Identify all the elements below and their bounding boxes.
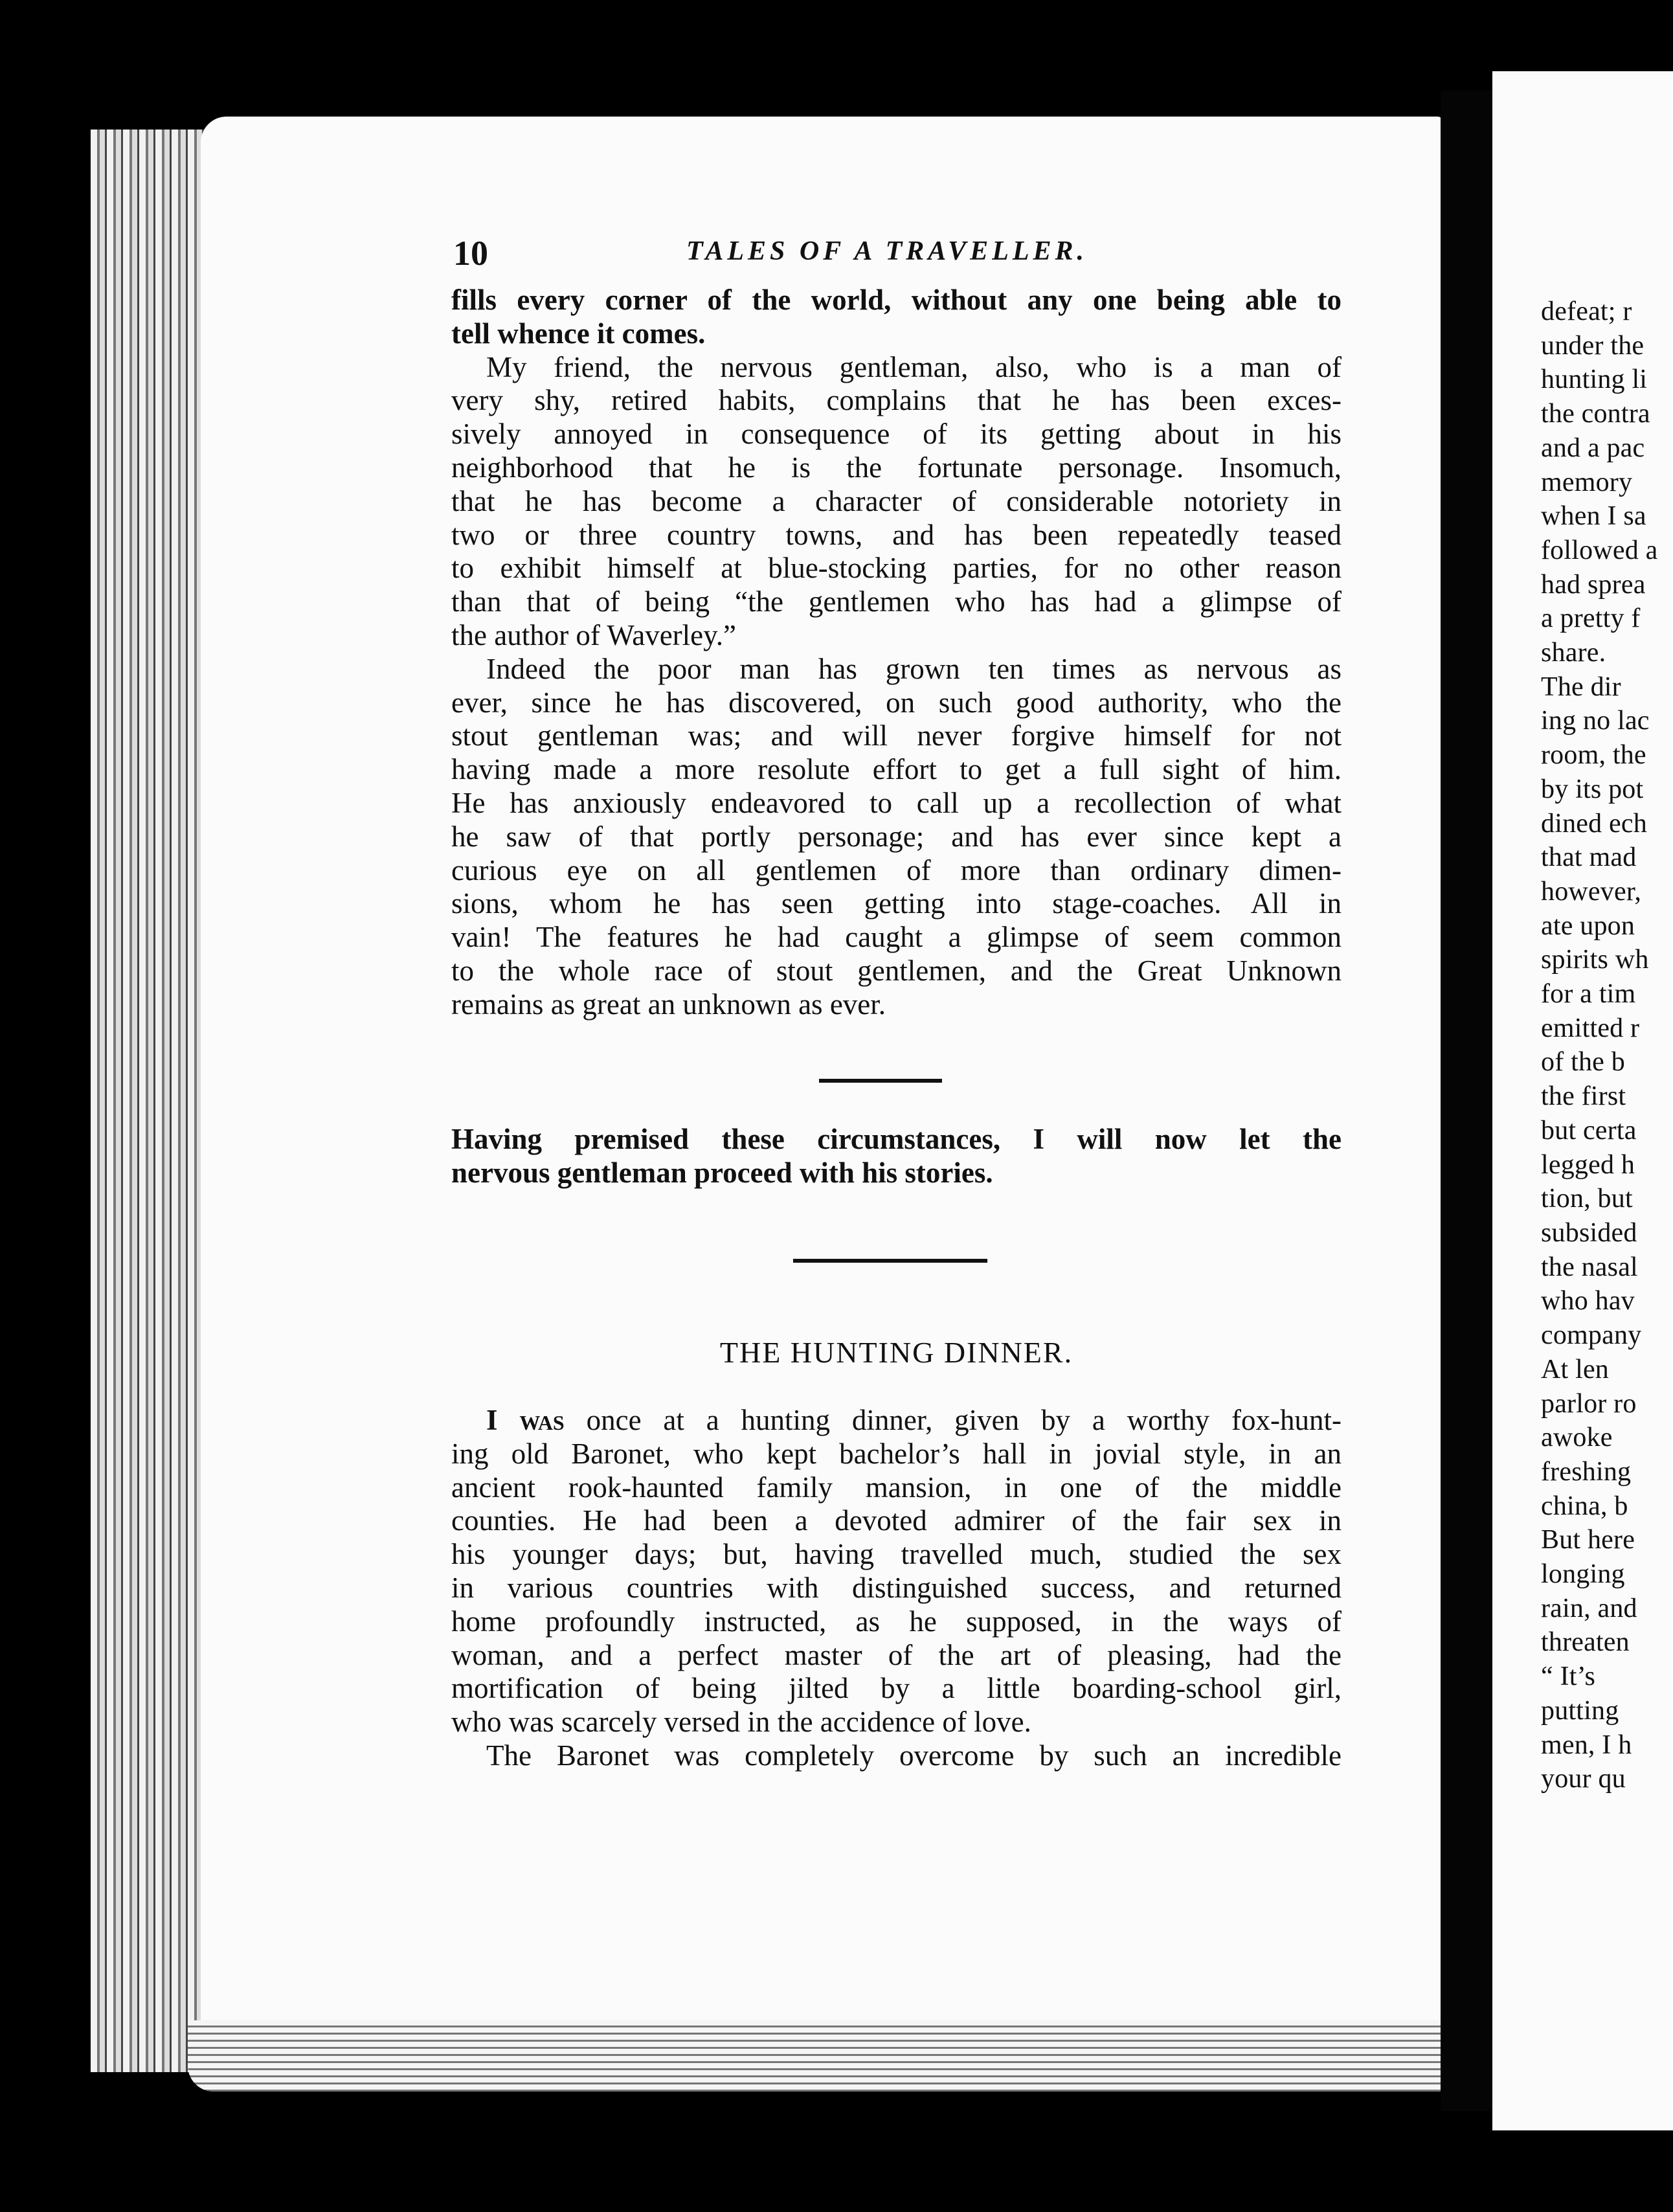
right-page-line: rain, and <box>1541 1593 1637 1623</box>
text-line: home profoundly instructed, as he supposed, in the ways of <box>451 1605 1342 1638</box>
right-page-line: dined ech <box>1541 808 1647 839</box>
right-page-line: room, the <box>1541 740 1646 771</box>
text-line: ing old Baronet, who kept bachelor’s hall in jovial style, in an <box>451 1437 1342 1470</box>
right-page-line: for a tim <box>1541 979 1636 1010</box>
right-page-line: company <box>1541 1320 1642 1351</box>
right-page-line: “ It’s <box>1541 1662 1596 1692</box>
text-line: ancient rook-haunted family mansion, in one of the middle <box>451 1471 1342 1504</box>
intro-line: tell whence it comes. <box>451 317 706 350</box>
book-spine-edge <box>91 130 207 2072</box>
right-page-line: awoke <box>1541 1423 1613 1453</box>
right-page-line: the first <box>1541 1081 1626 1112</box>
text-line: mortification of being jilted by a little boarding-school girl, <box>451 1672 1342 1705</box>
right-page-line: emitted r <box>1541 1013 1640 1043</box>
text-line: Indeed the poor man has grown ten times as nervous as <box>486 652 1342 685</box>
right-page-line: the nasal <box>1541 1252 1638 1282</box>
right-page-line: ate upon <box>1541 910 1635 941</box>
right-page-line: china, b <box>1541 1491 1628 1521</box>
text-line: vain! The features he had caught a glimpse of seem common <box>451 921 1342 954</box>
right-page-line: But here <box>1541 1525 1635 1555</box>
text-line: nervous gentleman proceed with his stories. <box>451 1156 993 1189</box>
text-line: remains as great an unknown as ever. <box>451 988 886 1021</box>
right-page-line: The dir <box>1541 672 1621 702</box>
text-line: that he has become a character of considerable notoriety in <box>451 484 1342 517</box>
text-line: to the whole race of stout gentlemen, and the Great Unknown <box>451 954 1342 987</box>
right-page-line: longing <box>1541 1559 1625 1590</box>
right-page-line: spirits wh <box>1541 945 1649 975</box>
right-page-line: who hav <box>1541 1286 1635 1316</box>
text-line: ever, since he has discovered, on such good authority, who the <box>451 686 1342 719</box>
right-page-line: under the <box>1541 330 1645 361</box>
body-text-hunting <box>451 1404 1342 1773</box>
right-page-line: of the b <box>1541 1047 1625 1078</box>
text-line: he saw of that portly personage; and has ever since kept a <box>451 820 1342 853</box>
right-page-line: a pretty f <box>1541 604 1641 634</box>
intro-line: fills every corner of the world, without any one being able to <box>451 284 1342 316</box>
text-line: in various countries with distinguished success, and returned <box>451 1571 1342 1604</box>
text-line: his younger days; but, having travelled much, studied the sex <box>451 1538 1342 1571</box>
right-page-line: legged h <box>1541 1149 1635 1180</box>
right-page-line: the contra <box>1541 399 1650 429</box>
text-line: the author of Waverley.” <box>451 618 736 651</box>
right-page-line: ing no lac <box>1541 706 1650 736</box>
text-line: woman, and a perfect master of the art of pleasing, had the <box>451 1638 1342 1671</box>
text-line: curious eye on all gentlemen of more than ordinary dimen- <box>451 853 1342 886</box>
right-page-line: hunting li <box>1541 365 1648 395</box>
text-line: two or three country towns, and has been repeatedly teased <box>451 518 1342 551</box>
premise-paragraph <box>451 1123 1342 1190</box>
right-page-line: by its pot <box>1541 774 1644 804</box>
text-line: who was scarcely versed in the accidence of love. <box>451 1706 1031 1739</box>
right-page-line: defeat; r <box>1541 297 1632 326</box>
right-page-line: memory <box>1541 467 1633 497</box>
chapter-title: THE HUNTING DINNER. <box>719 1336 1073 1369</box>
right-page-line: had sprea <box>1541 569 1646 600</box>
text-line: very shy, retired habits, complains that he has been exces- <box>451 384 1342 417</box>
text-line: The Baronet was completely overcome by such an incredible <box>486 1739 1342 1772</box>
opening-words: I was <box>486 1404 565 1436</box>
right-page-line: men, I h <box>1541 1730 1632 1760</box>
book-gutter <box>1441 91 1492 2111</box>
text-line: counties. He had been a devoted admirer of the fair sex in <box>451 1504 1342 1537</box>
right-page-line: tion, but <box>1541 1184 1633 1214</box>
text-line-rest: once at a hunting dinner, given by a worthy fox-hunt- <box>564 1404 1342 1436</box>
text-line: Having premised these circumstances, I will now let the <box>451 1123 1342 1155</box>
right-page-line: when I sa <box>1541 501 1646 532</box>
text-line: stout gentleman was; and will never forgive himself for not <box>451 719 1342 752</box>
body-text-top <box>451 284 1342 1022</box>
right-page-text <box>1541 295 1673 1796</box>
text-line: than that of being “the gentlemen who has had a glimpse of <box>451 585 1342 618</box>
right-page-line: and a pac <box>1541 433 1645 463</box>
text-line: neighborhood that he is the fortunate personage. Insomuch, <box>451 451 1342 484</box>
right-page-line: followed a <box>1541 535 1658 565</box>
section-divider <box>819 1079 942 1083</box>
text-line: sively annoyed in consequence of its getting about in his <box>451 418 1342 451</box>
text-line: He has anxiously endeavored to call up a recollection of what <box>451 786 1342 819</box>
right-page-line: threaten <box>1541 1627 1630 1658</box>
right-page-line: At len <box>1541 1354 1610 1384</box>
right-page-line: freshing <box>1541 1456 1632 1487</box>
text-line: sions, whom he has seen getting into stage-coaches. All in <box>451 887 1342 920</box>
text-line: My friend, the nervous gentleman, also, who is a man of <box>486 350 1342 383</box>
right-page-line: your qu <box>1541 1764 1626 1794</box>
page-stack-edge <box>188 2020 1450 2092</box>
right-page-line: putting <box>1541 1695 1619 1726</box>
page-number: 10 <box>453 234 488 273</box>
right-page-line: that mad <box>1541 842 1637 873</box>
right-page <box>1492 71 1673 2130</box>
right-page-line: subsided <box>1541 1217 1637 1248</box>
right-page-line: however, <box>1541 876 1642 907</box>
text-line <box>451 1404 1342 1438</box>
running-title: TALES OF A TRAVELLER. <box>686 236 1088 266</box>
section-divider <box>793 1259 987 1263</box>
right-page-line: but certa <box>1541 1115 1637 1146</box>
text-line: to exhibit himself at blue-stocking parties, for no other reason <box>451 552 1342 585</box>
text-line: having made a more resolute effort to get a full sight of him. <box>451 753 1342 786</box>
page-header <box>453 233 1340 278</box>
right-page-line: share. <box>1541 638 1606 668</box>
right-page-line: parlor ro <box>1541 1388 1637 1419</box>
